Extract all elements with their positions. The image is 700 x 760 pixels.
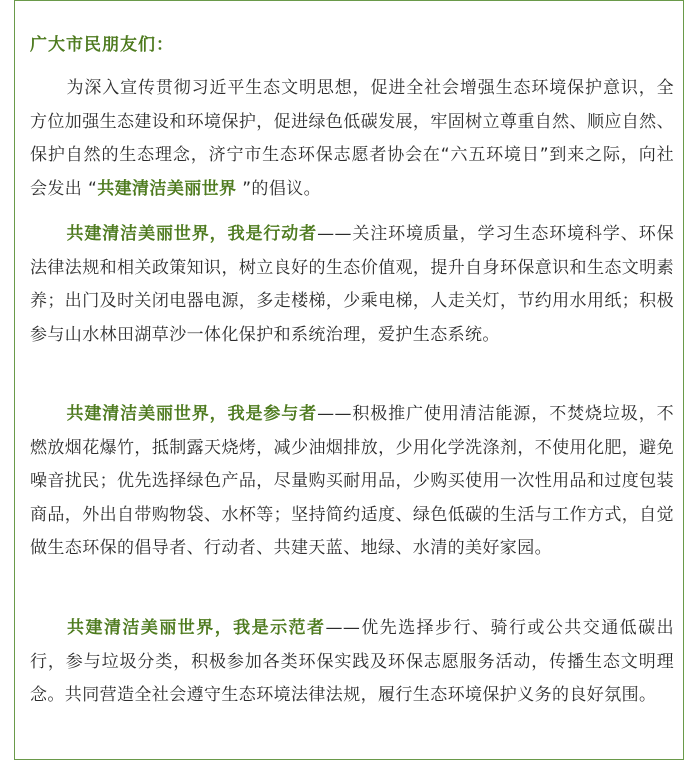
intro-text-after: ”的倡议。: [236, 178, 322, 199]
section-participant-paragraph: [30, 398, 674, 566]
intro-paragraph: [30, 72, 674, 206]
section-participant-heading: 共建清洁美丽世界，我是参与者: [66, 404, 318, 424]
section-actor-heading: 共建清洁美丽世界，我是行动者: [66, 224, 318, 244]
intro-text-before: 为深入宣传贯彻习近平生态文明思想，促进全社会增强生态环境保护意识，全方位加强生态建设和环境保护，促进绿色低碳发展，牢固树立尊重自然、顺应自然、保护自然的生态理念，济宁市生态环保志愿者协会在“六五环境日”到来之际，向社会发出 “: [30, 78, 674, 199]
section-model-paragraph: [30, 612, 674, 713]
section-participant-body: ——积极推广使用清洁能源，不焚烧垃圾，不燃放烟花爆竹，抵制露天烧烤，减少油烟排放，少用化学洗涤剂，不使用化肥，避免噪音扰民；优先选择绿色产品，尽量购买耐用品，少购买使用一次性用品和过度包装商品，外出自带购物袋、水杯等；坚持简约适度、绿色低碳的生活与工作方式，自觉做生态环保的倡导者、行动者、共建天蓝、地绿、水清的美好家园。: [30, 404, 675, 558]
greeting-heading: 广大市民朋友们：: [30, 35, 174, 55]
section-model-body: ——优先选择步行、骑行或公共交通低碳出行，参与垃圾分类，积极参加各类环保实践及环保志愿服务活动，传播生态文明理念。共同营造全社会遵守生态环境法律法规，履行生态环境保护义务的良好氛围。: [30, 618, 674, 705]
section-actor-body: ——关注环境质量，学习生态环境科学、环保法律法规和相关政策知识，树立良好的生态价值观，提升自身环保意识和生态文明素养；出门及时关闭电器电源，多走楼梯，少乘电梯，人走关灯，节约用水用纸；积极参与山水林田湖草沙一体化保护和系统治理，爱护生态系统。: [30, 224, 675, 345]
intro-highlight: 共建清洁美丽世界: [97, 178, 237, 199]
section-model-heading: 共建清洁美丽世界，我是示范者: [66, 618, 326, 638]
section-actor-paragraph: [30, 218, 674, 352]
